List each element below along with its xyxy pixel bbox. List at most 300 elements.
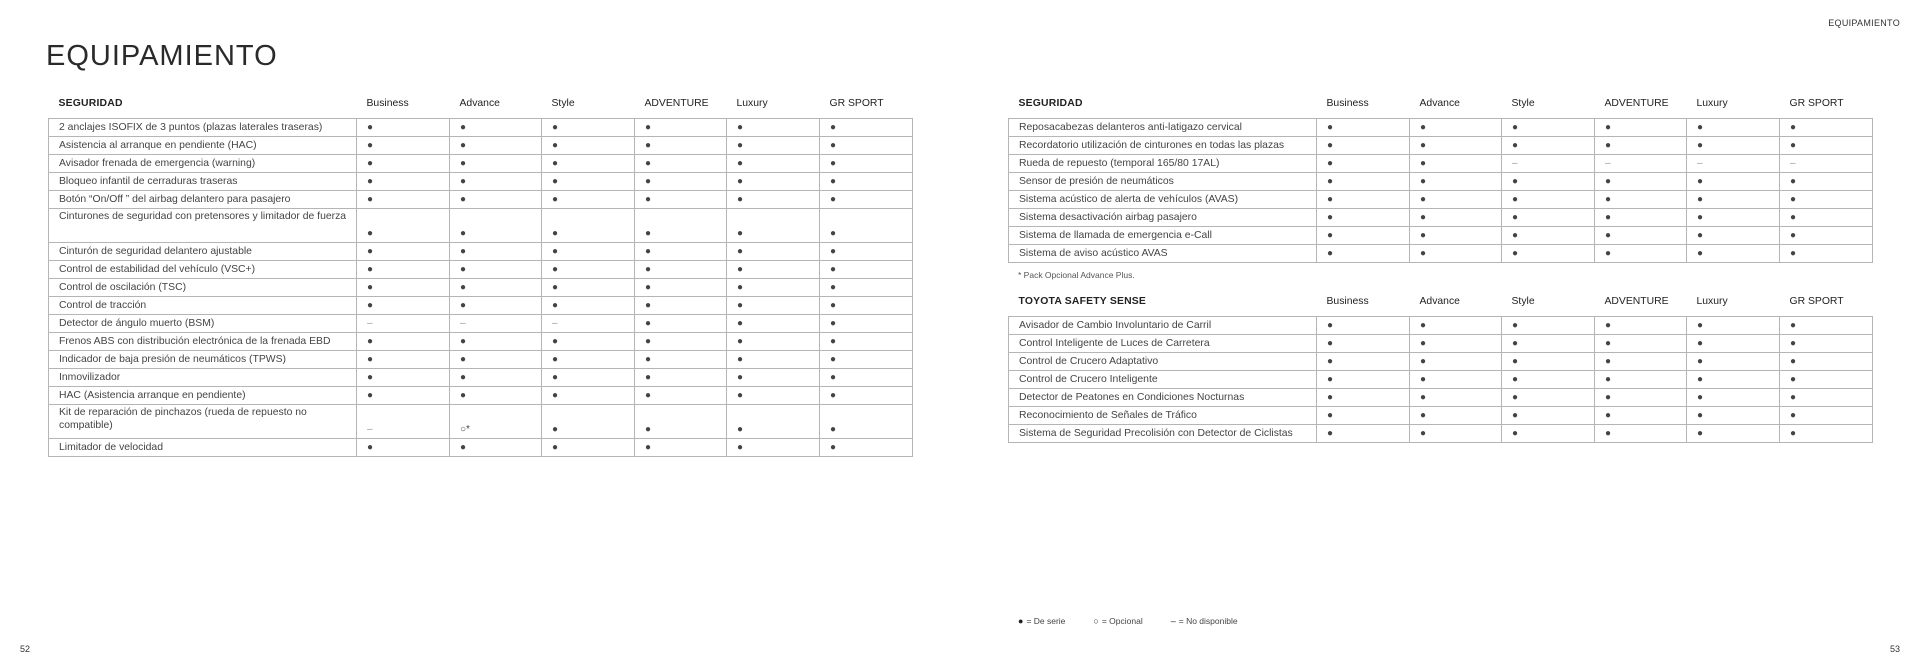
availability-cell xyxy=(820,155,913,173)
availability-cell xyxy=(542,351,635,369)
availability-cell xyxy=(450,155,542,173)
filled-dot-icon: ● xyxy=(367,264,374,275)
availability-cell xyxy=(820,387,913,405)
filled-dot-icon: ● xyxy=(367,140,374,151)
legend-item-optional xyxy=(1093,616,1142,626)
availability-cell xyxy=(635,191,727,209)
filled-dot-icon: ● xyxy=(1605,428,1612,439)
filled-dot-icon: ● xyxy=(737,372,744,383)
filled-dot-icon: ● xyxy=(1327,320,1334,331)
filled-dot-icon: ● xyxy=(645,158,652,169)
filled-dot-icon: ● xyxy=(645,354,652,365)
table-row xyxy=(49,243,913,261)
availability-cell xyxy=(357,405,450,439)
availability-cell xyxy=(542,333,635,351)
availability-cell xyxy=(1595,155,1687,173)
availability-cell xyxy=(820,243,913,261)
availability-cell xyxy=(820,297,913,315)
availability-cell xyxy=(542,297,635,315)
filled-dot-icon: ● xyxy=(1327,356,1334,367)
availability-cell xyxy=(1595,407,1687,425)
filled-dot-icon: ● xyxy=(367,282,374,293)
filled-dot-icon: ● xyxy=(1605,140,1612,151)
filled-dot-icon: ● xyxy=(1512,140,1519,151)
filled-dot-icon: ● xyxy=(1327,212,1334,223)
availability-cell xyxy=(635,173,727,191)
availability-cell xyxy=(727,243,820,261)
filled-dot-icon: ● xyxy=(1605,392,1612,403)
availability-cell xyxy=(727,351,820,369)
filled-dot-icon: ● xyxy=(1605,320,1612,331)
filled-dot-icon: ● xyxy=(552,176,559,187)
availability-cell xyxy=(820,279,913,297)
availability-cell xyxy=(542,279,635,297)
availability-cell xyxy=(1595,335,1687,353)
availability-cell xyxy=(357,119,450,137)
availability-cell xyxy=(1317,209,1410,227)
filled-dot-icon: ● xyxy=(460,300,467,311)
filled-dot-icon: ● xyxy=(552,390,559,401)
feature-name: HAC (Asistencia arranque en pendiente) xyxy=(49,387,357,405)
filled-dot-icon: ● xyxy=(830,158,837,169)
filled-dot-icon: ● xyxy=(460,372,467,383)
filled-dot-icon: ● xyxy=(460,228,467,239)
availability-cell xyxy=(1595,227,1687,245)
table-header-row xyxy=(1009,92,1873,114)
filled-dot-icon: ● xyxy=(1327,338,1334,349)
filled-dot-icon: ● xyxy=(830,372,837,383)
availability-cell xyxy=(357,315,450,333)
availability-cell xyxy=(1410,209,1502,227)
filled-dot-icon: ● xyxy=(830,264,837,275)
filled-dot-icon: ● xyxy=(367,336,374,347)
availability-cell xyxy=(357,261,450,279)
table-row xyxy=(49,119,913,137)
availability-cell xyxy=(542,209,635,243)
table-row xyxy=(1009,425,1873,443)
legend xyxy=(1018,616,1238,626)
filled-dot-icon: ● xyxy=(1420,140,1427,151)
availability-cell xyxy=(1687,245,1780,263)
filled-dot-icon: ● xyxy=(1327,158,1334,169)
feature-name: Sistema de llamada de emergencia e-Call xyxy=(1009,227,1317,245)
availability-cell xyxy=(820,315,913,333)
table-row xyxy=(49,297,913,315)
table-header-row xyxy=(1009,290,1873,312)
availability-cell xyxy=(450,191,542,209)
filled-dot-icon: ● xyxy=(645,264,652,275)
table-row xyxy=(49,173,913,191)
filled-dot-icon: ● xyxy=(737,318,744,329)
availability-cell xyxy=(635,243,727,261)
filled-dot-icon: ● xyxy=(830,442,837,453)
availability-cell xyxy=(635,351,727,369)
feature-name: Detector de Peatones en Condiciones Nocturnas xyxy=(1009,389,1317,407)
column-header: ADVENTURE xyxy=(644,97,709,109)
availability-cell xyxy=(820,351,913,369)
column-header: Luxury xyxy=(1696,97,1728,109)
table-row xyxy=(1009,317,1873,335)
filled-dot-icon: ● xyxy=(1420,176,1427,187)
dash-icon: – xyxy=(1790,158,1796,169)
availability-cell xyxy=(542,439,635,457)
availability-cell xyxy=(727,315,820,333)
legend-label: = De serie xyxy=(1026,616,1066,626)
table-row xyxy=(1009,209,1873,227)
legend-item-unavailable xyxy=(1171,616,1238,626)
filled-dot-icon: ● xyxy=(552,158,559,169)
availability-cell xyxy=(635,387,727,405)
filled-dot-icon: ● xyxy=(1512,410,1519,421)
filled-dot-icon: ● xyxy=(1697,194,1704,205)
availability-cell xyxy=(1502,425,1595,443)
filled-dot-icon: ● xyxy=(367,442,374,453)
availability-cell xyxy=(1502,335,1595,353)
availability-cell xyxy=(635,333,727,351)
availability-cell xyxy=(1780,389,1873,407)
filled-dot-icon: ● xyxy=(830,176,837,187)
feature-name: Asistencia al arranque en pendiente (HAC) xyxy=(49,137,357,155)
availability-cell xyxy=(542,369,635,387)
table-row xyxy=(1009,389,1873,407)
availability-cell xyxy=(820,191,913,209)
availability-cell xyxy=(1410,137,1502,155)
filled-dot-icon: ● xyxy=(830,194,837,205)
availability-cell xyxy=(1595,137,1687,155)
filled-dot-icon: ● xyxy=(737,282,744,293)
filled-dot-icon: ● xyxy=(1327,194,1334,205)
security-table xyxy=(48,92,913,457)
filled-dot-icon: ● xyxy=(1512,230,1519,241)
availability-cell xyxy=(1780,191,1873,209)
table-title: TOYOTA SAFETY SENSE xyxy=(1018,295,1147,307)
right-page xyxy=(960,0,1920,672)
availability-cell xyxy=(1687,137,1780,155)
column-header: Business xyxy=(366,97,409,109)
availability-cell xyxy=(542,137,635,155)
availability-cell xyxy=(357,279,450,297)
availability-cell xyxy=(450,351,542,369)
availability-cell xyxy=(727,369,820,387)
filled-dot-icon: ● xyxy=(830,228,837,239)
availability-cell xyxy=(635,369,727,387)
table-row xyxy=(1009,137,1873,155)
availability-cell xyxy=(820,369,913,387)
filled-dot-icon: ● xyxy=(1327,230,1334,241)
availability-cell xyxy=(1780,371,1873,389)
column-header: GR SPORT xyxy=(829,97,884,109)
availability-cell xyxy=(542,405,635,439)
filled-dot-icon: ● xyxy=(1327,392,1334,403)
availability-cell xyxy=(727,439,820,457)
filled-dot-icon: ● xyxy=(645,176,652,187)
availability-cell xyxy=(357,297,450,315)
availability-cell xyxy=(1780,317,1873,335)
availability-cell xyxy=(357,369,450,387)
availability-cell xyxy=(727,261,820,279)
availability-cell xyxy=(635,209,727,243)
availability-cell xyxy=(1687,425,1780,443)
filled-dot-icon: ● xyxy=(1697,212,1704,223)
filled-dot-icon: ● xyxy=(1327,428,1334,439)
table-row xyxy=(1009,227,1873,245)
availability-cell xyxy=(635,405,727,439)
table-title: SEGURIDAD xyxy=(58,97,123,109)
availability-cell xyxy=(542,119,635,137)
filled-dot-icon: ● xyxy=(645,390,652,401)
availability-cell xyxy=(1410,245,1502,263)
filled-dot-icon: ● xyxy=(367,390,374,401)
availability-cell xyxy=(1780,227,1873,245)
filled-dot-icon: ● xyxy=(367,300,374,311)
feature-name: Recordatorio utilización de cinturones en todas las plazas xyxy=(1009,137,1317,155)
availability-cell xyxy=(357,439,450,457)
table-title: SEGURIDAD xyxy=(1018,97,1083,109)
filled-dot-icon: ● xyxy=(1790,122,1797,133)
dash-icon: – xyxy=(1697,158,1703,169)
availability-cell xyxy=(1687,407,1780,425)
filled-dot-icon: ● xyxy=(1420,356,1427,367)
availability-cell xyxy=(1410,371,1502,389)
availability-cell xyxy=(450,137,542,155)
availability-cell xyxy=(357,155,450,173)
filled-dot-icon: ● xyxy=(1697,248,1704,259)
availability-cell xyxy=(542,173,635,191)
availability-cell xyxy=(1687,335,1780,353)
availability-cell xyxy=(1780,155,1873,173)
availability-cell xyxy=(450,315,542,333)
availability-cell xyxy=(1410,425,1502,443)
toyota-safety-sense-table xyxy=(1008,290,1873,443)
feature-name: Sistema desactivación airbag pasajero xyxy=(1009,209,1317,227)
filled-dot-icon: ● xyxy=(460,390,467,401)
filled-dot-icon: ● xyxy=(1697,392,1704,403)
filled-dot-icon: ● xyxy=(1420,320,1427,331)
availability-cell xyxy=(1687,155,1780,173)
filled-dot-icon: ● xyxy=(460,246,467,257)
filled-dot-icon: ● xyxy=(645,300,652,311)
availability-cell xyxy=(1317,155,1410,173)
table-row xyxy=(1009,119,1873,137)
availability-cell xyxy=(1780,425,1873,443)
table-row xyxy=(49,137,913,155)
availability-cell xyxy=(727,333,820,351)
dash-icon: – xyxy=(1512,158,1518,169)
filled-dot-icon: ● xyxy=(830,122,837,133)
filled-dot-icon: ● xyxy=(737,228,744,239)
filled-dot-icon: ● xyxy=(830,140,837,151)
filled-dot-icon: ● xyxy=(1790,392,1797,403)
hollow-circle-icon: ○* xyxy=(460,424,470,435)
filled-dot-icon: ● xyxy=(1790,356,1797,367)
availability-cell xyxy=(1502,245,1595,263)
availability-cell xyxy=(727,387,820,405)
availability-cell xyxy=(450,261,542,279)
availability-cell xyxy=(1410,173,1502,191)
filled-dot-icon: ● xyxy=(367,122,374,133)
filled-dot-icon: ● xyxy=(830,318,837,329)
filled-dot-icon: ● xyxy=(830,300,837,311)
availability-cell xyxy=(1502,191,1595,209)
filled-dot-icon: ● xyxy=(1420,374,1427,385)
availability-cell xyxy=(1687,389,1780,407)
availability-cell xyxy=(1317,389,1410,407)
availability-cell xyxy=(1780,335,1873,353)
filled-dot-icon: ● xyxy=(830,354,837,365)
filled-dot-icon: ● xyxy=(830,246,837,257)
availability-cell xyxy=(1502,317,1595,335)
filled-dot-icon: ● xyxy=(552,424,559,435)
feature-name: Avisador frenada de emergencia (warning) xyxy=(49,155,357,173)
availability-cell xyxy=(1317,191,1410,209)
table-row xyxy=(49,315,913,333)
availability-cell xyxy=(1502,209,1595,227)
availability-cell xyxy=(1317,173,1410,191)
availability-cell xyxy=(1687,209,1780,227)
filled-dot-icon: ● xyxy=(1327,140,1334,151)
filled-dot-icon: ● xyxy=(1790,410,1797,421)
feature-name: Sistema de Seguridad Precolisión con Detector de Ciclistas xyxy=(1009,425,1317,443)
filled-dot-icon: ● xyxy=(1512,428,1519,439)
availability-cell xyxy=(1780,407,1873,425)
filled-dot-icon: ● xyxy=(1605,356,1612,367)
column-header: Style xyxy=(1511,97,1535,109)
filled-dot-icon: ● xyxy=(1605,248,1612,259)
page-number: 53 xyxy=(1889,644,1900,654)
availability-cell xyxy=(1595,425,1687,443)
column-header: Luxury xyxy=(1696,295,1728,307)
filled-dot-icon: ● xyxy=(645,372,652,383)
feature-name: Sensor de presión de neumáticos xyxy=(1009,173,1317,191)
filled-dot-icon: ● xyxy=(552,300,559,311)
column-header: Style xyxy=(551,97,575,109)
availability-cell xyxy=(357,387,450,405)
column-header: Advance xyxy=(1419,97,1460,109)
filled-dot-icon: ● xyxy=(1697,356,1704,367)
feature-name: Limitador de velocidad xyxy=(49,439,357,457)
filled-dot-icon: ● xyxy=(645,228,652,239)
feature-name: Reconocimiento de Señales de Tráfico xyxy=(1009,407,1317,425)
availability-cell xyxy=(727,405,820,439)
table-row xyxy=(49,439,913,457)
filled-dot-icon: ● xyxy=(1512,338,1519,349)
availability-cell xyxy=(820,119,913,137)
availability-cell xyxy=(1687,173,1780,191)
availability-cell xyxy=(1780,353,1873,371)
security-table-right xyxy=(1008,92,1873,263)
filled-dot-icon: ● xyxy=(552,228,559,239)
filled-dot-icon: ● xyxy=(1790,230,1797,241)
filled-dot-icon: ● xyxy=(460,176,467,187)
availability-cell xyxy=(450,243,542,261)
column-header: GR SPORT xyxy=(1789,97,1844,109)
legend-label: = No disponible xyxy=(1178,616,1238,626)
availability-cell xyxy=(1410,353,1502,371)
availability-cell xyxy=(1317,119,1410,137)
availability-cell xyxy=(1595,173,1687,191)
availability-cell xyxy=(542,243,635,261)
availability-cell xyxy=(635,297,727,315)
filled-dot-icon: ● xyxy=(737,194,744,205)
availability-cell xyxy=(727,297,820,315)
availability-cell xyxy=(1502,389,1595,407)
filled-dot-icon: ● xyxy=(645,282,652,293)
filled-dot-icon: ● xyxy=(737,176,744,187)
filled-dot-icon: ● xyxy=(737,424,744,435)
table-row xyxy=(1009,173,1873,191)
filled-dot-icon: ● xyxy=(1697,320,1704,331)
availability-cell xyxy=(1595,389,1687,407)
availability-cell xyxy=(820,333,913,351)
feature-name: Control de oscilación (TSC) xyxy=(49,279,357,297)
dash-icon: – xyxy=(552,318,558,329)
filled-dot-icon: ● xyxy=(737,158,744,169)
availability-cell xyxy=(1502,353,1595,371)
feature-name: Bloqueo infantil de cerraduras traseras xyxy=(49,173,357,191)
filled-dot-icon: ● xyxy=(1327,374,1334,385)
filled-dot-icon: ● xyxy=(645,336,652,347)
column-header: Advance xyxy=(459,97,500,109)
table-row xyxy=(1009,407,1873,425)
table-row xyxy=(49,279,913,297)
filled-dot-icon: ● xyxy=(645,442,652,453)
filled-dot-icon: ● xyxy=(552,264,559,275)
availability-cell xyxy=(820,137,913,155)
filled-dot-icon: ● xyxy=(367,354,374,365)
availability-cell xyxy=(635,279,727,297)
filled-dot-icon: ● xyxy=(1605,230,1612,241)
filled-dot-icon: ● xyxy=(1420,122,1427,133)
filled-dot-icon: ● xyxy=(1512,122,1519,133)
filled-dot-icon: ● xyxy=(1512,320,1519,331)
filled-dot-icon: ● xyxy=(1420,194,1427,205)
filled-dot-icon: ● xyxy=(737,264,744,275)
availability-cell xyxy=(450,387,542,405)
availability-cell xyxy=(450,405,542,439)
filled-dot-icon: ● xyxy=(1790,194,1797,205)
availability-cell xyxy=(1317,335,1410,353)
availability-cell xyxy=(1687,317,1780,335)
feature-name: Control de Crucero Inteligente xyxy=(1009,371,1317,389)
filled-dot-icon: ● xyxy=(645,424,652,435)
availability-cell xyxy=(542,191,635,209)
availability-cell xyxy=(1595,191,1687,209)
feature-name: Kit de reparación de pinchazos (rueda de repuesto no compatible) xyxy=(49,405,357,439)
availability-cell xyxy=(1780,173,1873,191)
feature-name: 2 anclajes ISOFIX de 3 puntos (plazas laterales traseras) xyxy=(49,119,357,137)
filled-dot-icon: ● xyxy=(460,354,467,365)
filled-dot-icon: ● xyxy=(367,228,374,239)
filled-dot-icon: ● xyxy=(1697,140,1704,151)
filled-dot-icon: ● xyxy=(460,122,467,133)
legend-label: = Opcional xyxy=(1101,616,1143,626)
filled-dot-icon: ● xyxy=(460,194,467,205)
availability-cell xyxy=(727,119,820,137)
feature-name: Indicador de baja presión de neumáticos (TPWS) xyxy=(49,351,357,369)
feature-name: Botón “On/Off ” del airbag delantero para pasajero xyxy=(49,191,357,209)
dash-icon: – xyxy=(1170,616,1176,626)
filled-dot-icon: ● xyxy=(367,194,374,205)
feature-name: Control de estabilidad del vehículo (VSC+) xyxy=(49,261,357,279)
filled-dot-icon: ● xyxy=(830,424,837,435)
availability-cell xyxy=(727,173,820,191)
filled-dot-icon: ● xyxy=(460,264,467,275)
feature-name: Sistema de aviso acústico AVAS xyxy=(1009,245,1317,263)
availability-cell xyxy=(635,155,727,173)
page-heading: EQUIPAMIENTO xyxy=(46,40,278,72)
filled-dot-icon: ● xyxy=(830,336,837,347)
availability-cell xyxy=(1502,371,1595,389)
